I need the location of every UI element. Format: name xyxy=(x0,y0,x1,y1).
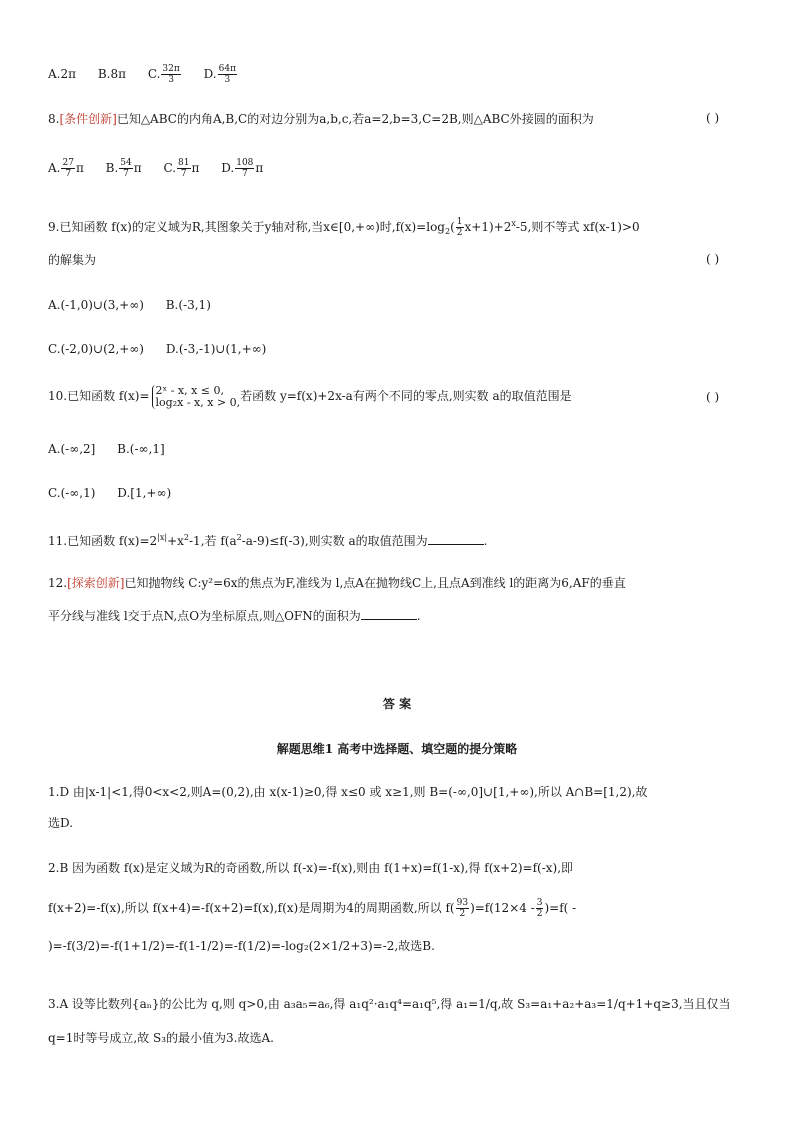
q12-stem-line1: 12.[探索创新]已知抛物线 C:y²=6x的焦点为F,准线为 l,点A在抛物线C上,且点A到准线 l的距离为6,AF的垂直 xyxy=(48,576,626,590)
answer-2-line2: f(x+2)=-f(x),所以 f(x+4)=-f(x+2)=f(x),f(x)是周期为4的周期函数,所以 f( $\frac{93}{2}$ )=f(12×4 - $\frac{3}{2}$ )=f( - xyxy=(48,898,577,919)
q10-option-d: D.[1,+∞) xyxy=(117,486,172,500)
q10-option-a: A.(-∞,2] xyxy=(48,442,96,456)
answer-1-line1: 1.D 由|x-1|<1,得0<x<2,则A=(0,2),由 x(x-1)≥0,得 x≤0 或 x≥1,则 B=(-∞,0]∪[1,+∞),所以 A∩B=[1,2),故 xyxy=(48,785,648,799)
answer-2-line3: )=-f(3/2)=-f(1+1/2)=-f(1-1/2)=-f(1/2)=-log₂(2×1/2+3)=-2,故选B. xyxy=(48,939,435,953)
fraction: $\frac{32\pi}{3}$ xyxy=(162,64,180,85)
q9-answer-paren: ( ) xyxy=(706,252,720,266)
q8-option-b: B. $\frac{54}{7}$ π xyxy=(105,158,142,179)
q10-stem: 10.已知函数 f(x)= 2ˣ - x, x ≤ 0, log₂x - x, x > 0, 若函数 y=f(x)+2x-a有两个不同的零点,则实数 a的取值范围是 xyxy=(48,383,572,409)
q10-answer-paren: ( ) xyxy=(706,390,720,404)
q8-number: 8. xyxy=(48,112,60,126)
answer-blank xyxy=(361,607,417,620)
answers-subheading: 解题思维1 高考中选择题、填空题的提分策略 xyxy=(276,742,518,756)
q10-options-cd xyxy=(48,485,189,501)
answer-blank xyxy=(428,532,484,545)
q7-option-a: A.2π xyxy=(48,67,77,81)
answer-3-line2: q=1时等号成立,故 S₃的最小值为3.故选A. xyxy=(48,1031,274,1045)
q10-option-b: B.(-∞,1] xyxy=(117,442,165,456)
answer-1-line2: 选D. xyxy=(48,816,74,830)
q8-option-d: D. $\frac{108}{7}$ π xyxy=(221,158,264,179)
q8-option-c: C. $\frac{81}{7}$ π xyxy=(163,158,200,179)
q8-answer-paren: ( ) xyxy=(706,111,720,125)
q9-option-a: A.(-1,0)∪(3,+∞) xyxy=(48,298,144,312)
piecewise-brace: 2ˣ - x, x ≤ 0, log₂x - x, x > 0, xyxy=(152,385,241,409)
q10-option-c: C.(-∞,1) xyxy=(48,486,96,500)
fraction: $\frac{64\pi}{3}$ xyxy=(218,64,236,85)
q7-option-c: C. $\frac{32\pi}{3}$ xyxy=(147,64,180,85)
q8-options xyxy=(48,158,281,179)
q12-tag: [探索创新] xyxy=(67,576,125,590)
answer-2-line1: 2.B 因为函数 f(x)是定义域为R的奇函数,所以 f(-x)=-f(x),则由 f(1+x)=f(1-x),得 f(x+2)=f(-x),即 xyxy=(48,861,574,875)
answers-heading: 答 案 xyxy=(382,697,412,711)
q9-option-c: C.(-2,0)∪(2,+∞) xyxy=(48,342,144,356)
q9-option-d: D.(-3,-1)∪(1,+∞) xyxy=(165,342,267,356)
q10-options-ab xyxy=(48,441,183,457)
q8-tag: [条件创新] xyxy=(59,112,117,126)
q9-options-cd xyxy=(48,341,284,357)
q11-stem: 11.已知函数 $f(x)=2^{|x|}+x^2-1$,若 $f(a^2-a-9)\le f(-3)$,则实数 a的取值范围为 . xyxy=(48,533,488,548)
q9-option-b: B.(-3,1) xyxy=(165,298,211,312)
q7-options xyxy=(48,64,256,85)
q9-stem-line2: 的解集为 xyxy=(48,253,97,267)
q12-stem-line2: 平分线与准线 l交于点N,点O为坐标原点,则△OFN的面积为 . xyxy=(48,609,421,623)
answer-3-line1: 3.A 设等比数列{aₙ}的公比为 q,则 q>0,由 a₃a₅=a₆,得 a₁q²·a₁q⁴=a₁q⁵,得 a₁=1/q,故 S₃=a₁+a₂+a₃=1/q+1+q≥3,当且仅当 xyxy=(48,997,731,1011)
q7-option-d: D. $\frac{64\pi}{3}$ xyxy=(203,64,236,85)
q8-option-a: A. $\frac{27}{7}$ π xyxy=(48,158,84,179)
q8-stem xyxy=(48,111,594,127)
q8-text: 已知△ABC的内角A,B,C的对边分别为a,b,c,若a=2,b=3,C=2B,则△ABC外接圆的面积为 xyxy=(116,112,594,126)
q7-option-b: B.8π xyxy=(97,67,126,81)
q9-options-ab xyxy=(48,297,229,313)
q9-stem-line1: 9.已知函数 f(x)的定义域为R,其图象关于y轴对称,当x∈[0,+∞)时$,f(x)=\log_2$( $\frac{1}{2}$ $x+1)+2^x-5$,则不等式 xf(x-1)>0 xyxy=(48,217,640,238)
